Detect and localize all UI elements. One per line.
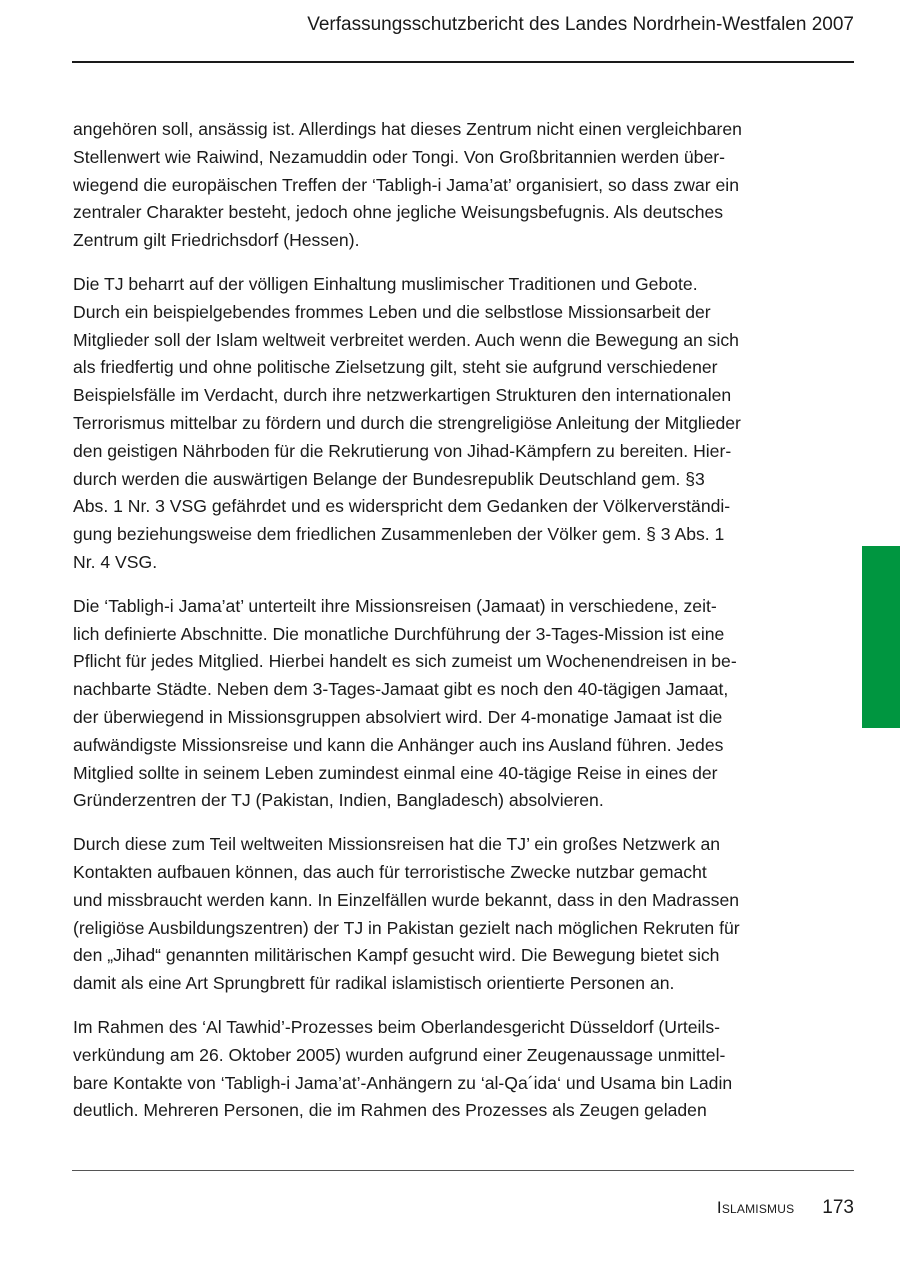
page-number: 173: [822, 1197, 854, 1218]
header-divider: [72, 61, 854, 63]
text-line: Nr. 4 VSG.: [73, 551, 158, 572]
paragraph-2: [73, 271, 854, 577]
text-line: Gründerzentren der TJ (Pakistan, Indien, Bangladesch) absolvieren.: [73, 790, 604, 811]
text-line: deutlich. Mehreren Personen, die im Rahmen des Prozesses als Zeugen geladen: [73, 1100, 707, 1121]
text-line: (religiöse Ausbildungszentren) der TJ in Pakistan gezielt nach möglichen Rekruten für: [73, 917, 740, 938]
text-line: Zentrum gilt Friedrichsdorf (Hessen).: [73, 230, 360, 251]
text-line: Stellenwert wie Raiwind, Nezamuddin oder Tongi. Von Großbritannien werden über-: [73, 146, 725, 167]
footer-divider: [72, 1170, 854, 1171]
text-line: als friedfertig und ohne politische Zielsetzung gilt, steht sie aufgrund verschiedener: [73, 357, 718, 378]
paragraph-3: [73, 593, 854, 815]
text-line: lich definierte Abschnitte. Die monatliche Durchführung der 3-Tages-Mission ist eine: [73, 623, 725, 644]
page-header-title: Verfassungsschutzbericht des Landes Nordrhein-Westfalen 2007: [307, 14, 854, 35]
text-line: damit als eine Art Sprungbrett für radikal islamistisch orientierte Personen an.: [73, 973, 675, 994]
text-line: Kontakten aufbauen können, das auch für terroristische Zwecke nutzbar gemacht: [73, 861, 707, 882]
paragraph-4: [73, 831, 854, 998]
text-line: und missbraucht werden kann. In Einzelfällen wurde bekannt, dass in den Madrassen: [73, 889, 740, 910]
section-label: Islamismus: [716, 1198, 795, 1217]
body-text: [73, 116, 854, 1141]
text-line: den geistigen Nährboden für die Rekrutierung von Jihad-Kämpfern zu bereiten. Hier-: [73, 440, 732, 461]
text-line: Durch ein beispielgebendes frommes Leben und die selbstlose Missionsarbeit der: [73, 301, 711, 322]
page-footer: [717, 1197, 854, 1219]
text-line: Mitglieder soll der Islam weltweit verbreitet werden. Auch wenn die Bewegung an sich: [73, 329, 739, 350]
text-line: der überwiegend in Missionsgruppen absolviert wird. Der 4-monatige Jamaat ist die: [73, 706, 723, 727]
text-line: Durch diese zum Teil weltweiten Missionsreisen hat die TJ’ ein großes Netzwerk an: [73, 834, 721, 855]
text-line: gung beziehungsweise dem friedlichen Zusammenleben der Völker gem. § 3 Abs. 1: [73, 524, 725, 545]
text-line: durch werden die auswärtigen Belange der Bundesrepublik Deutschland gem. §3: [73, 468, 705, 489]
text-line: den „Jihad“ genannten militärischen Kampf gesucht wird. Die Bewegung bietet sich: [73, 945, 720, 966]
text-line: wiegend die europäischen Treffen der ‘Tabligh-i Jama’at’ organisiert, so dass zwar ein: [73, 174, 739, 195]
text-line: Im Rahmen des ‘Al Tawhid’-Prozesses beim Oberlandesgericht Düsseldorf (Urteils-: [73, 1016, 720, 1037]
text-line: Terrorismus mittelbar zu fördern und durch die strengreligiöse Anleitung der Mitglieder: [73, 412, 741, 433]
text-line: zentraler Charakter besteht, jedoch ohne jegliche Weisungsbefugnis. Als deutsches: [73, 202, 724, 223]
text-line: Die TJ beharrt auf der völligen Einhaltung muslimischer Traditionen und Gebote.: [73, 273, 698, 294]
text-line: angehören soll, ansässig ist. Allerdings hat dieses Zentrum nicht einen vergleichbaren: [73, 119, 742, 139]
text-line: Mitglied sollte in seinem Leben zumindest einmal eine 40-tägige Reise in eines der: [73, 762, 718, 783]
text-line: bare Kontakte von ‘Tabligh-i Jama’at’-Anhängern zu ‘al-Qa´ida‘ und Usama bin Ladin: [73, 1072, 733, 1093]
text-line: nachbarte Städte. Neben dem 3-Tages-Jamaat gibt es noch den 40-tägigen Jamaat,: [73, 679, 729, 700]
paragraph-5: [73, 1014, 854, 1125]
chapter-tab-marker: [862, 546, 900, 728]
text-line: Beispielsfälle im Verdacht, durch ihre netzwerkartigen Strukturen den internationalen: [73, 385, 732, 406]
text-line: Abs. 1 Nr. 3 VSG gefährdet und es widerspricht dem Gedanken der Völkerverständi-: [73, 496, 731, 517]
text-line: aufwändigste Missionsreise und kann die Anhänger auch ins Ausland führen. Jedes: [73, 734, 724, 755]
text-line: Die ‘Tabligh-i Jama’at’ unterteilt ihre Missionsreisen (Jamaat) in verschiedene, zeit-: [73, 595, 717, 616]
text-line: Pflicht für jedes Mitglied. Hierbei handelt es sich zumeist um Wochenendreisen in be-: [73, 651, 737, 672]
text-line: verkündung am 26. Oktober 2005) wurden aufgrund einer Zeugenaussage unmittel-: [73, 1044, 726, 1065]
paragraph-1: [73, 116, 854, 255]
